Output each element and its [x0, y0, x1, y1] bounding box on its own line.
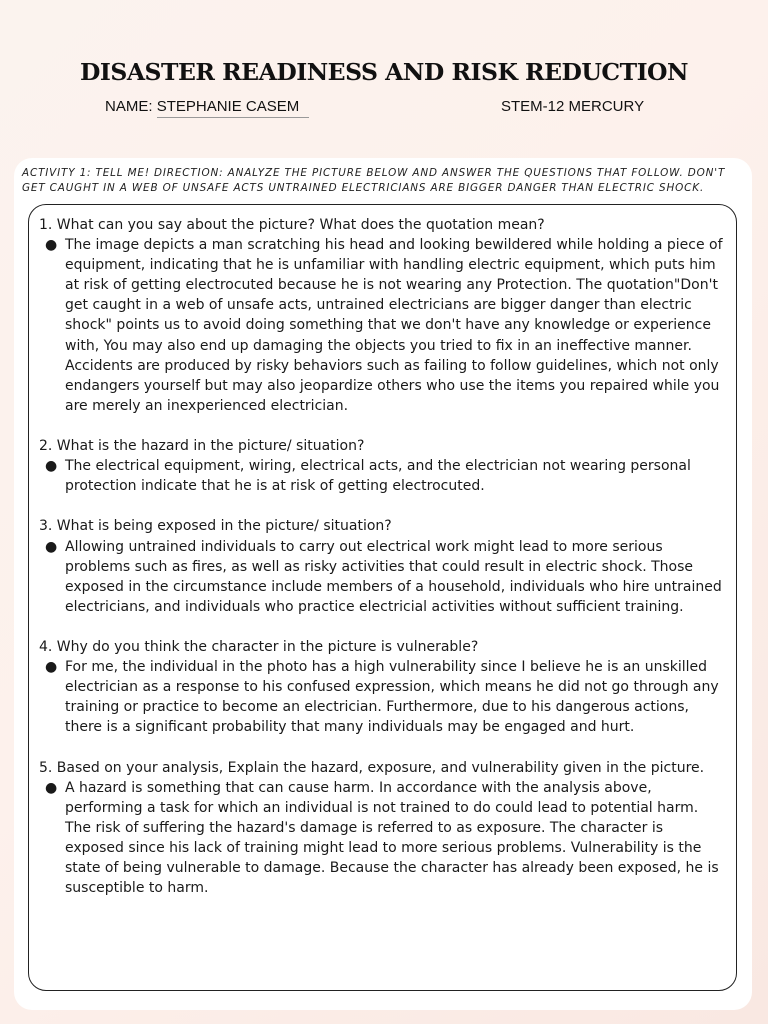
answer-text-2: The electrical equipment, wiring, electrical acts, and the electrician not wearing personal protection indicate that he is at risk of getting electrocuted.: [65, 458, 691, 495]
question-2: 2. What is the hazard in the picture/ situation?: [39, 438, 365, 455]
question-3: 3. What is being exposed in the picture/ situation?: [39, 518, 392, 535]
document-title: DISASTER READINESS AND RISK REDUCTION: [79, 58, 689, 86]
answer-1: [45, 235, 726, 416]
questions-box: [28, 204, 737, 991]
bullet-icon: ●: [45, 659, 58, 676]
answer-text-5: A hazard is something that can cause harm. In accordance with the analysis above, performing a task for which an individual is not trained to do could lead to potential harm. The risk of suffering the hazard's damage is referred to as exposure. The character is exposed since his lack of training might lead to more serious problems. Vulnerability is the state of being vulnerable to damage. Because the character has already been exposed, he is susceptible to harm.: [65, 779, 719, 897]
bullet-icon: ●: [45, 458, 58, 475]
bullet-icon: ●: [45, 538, 58, 555]
answer-list-3: [39, 537, 726, 617]
answer-list-5: [39, 778, 726, 899]
activity-instructions: ACTIVITY 1: TELL ME! DIRECTION: ANALYZE THE PICTURE BELOW AND ANSWER THE QUESTIONS THAT FOLLOW. DON'T GET CAUGHT IN A WEB OF UNSAFE ACTS UNTRAINED ELECTRICIANS ARE BIGGER DANGER THAN ELECTRIC SHOCK.: [22, 167, 726, 194]
answer-text-4: For me, the individual in the photo has a high vulnerability since I believe he is an unskilled electrician as a response to his confused expression, which means he did not go through any training or practice to become an electrician. Furthermore, due to his dangerous actions, there is a significant probability that many individuals may be engaged and hurt.: [65, 659, 719, 736]
qa-item-2: [39, 436, 726, 496]
name-label: NAME:: [105, 98, 157, 115]
answer-text-1: The image depicts a man scratching his head and looking bewildered while holding a piece of equipment, indicating that he is unfamiliar with handling electric equipment, which puts him at risk of getting electrocuted because he is not wearing any Protection. The quotation"Don't get caught in a web of unsafe acts, untrained electricians are bigger danger than electric shock" points us to avoid doing something that we don't have any knowledge or experience with, You may also end up damaging the objects you tried to fix in an ineffective manner. Accidents are produced by risky behaviors such as failing to follow guidelines, which not only endangers yourself but may also jeopardize others who use the items you repaired while you are merely an inexperienced electrician.: [65, 237, 723, 414]
question-4: 4. Why do you think the character in the picture is vulnerable?: [39, 638, 479, 655]
answer-list-1: [39, 235, 726, 416]
class-section: STEM-12 MERCURY: [501, 98, 645, 115]
answer-text-3: Allowing untrained individuals to carry out electrical work might lead to more serious problems such as fires, as well as risky activities that could result in electric shock. Those exposed in the circumstance include members of a household, individuals who hire untrained electricians, and individuals who practice electricial activities without sufficient training.: [65, 538, 722, 615]
answer-3: [45, 537, 726, 617]
bullet-icon: ●: [45, 237, 58, 254]
answer-list-2: [39, 456, 726, 496]
answer-4: [45, 657, 726, 737]
student-name: STEPHANIE CASEM: [157, 98, 309, 118]
question-1: 1. What can you say about the picture? What does the quotation mean?: [39, 217, 545, 233]
qa-item-5: [39, 758, 726, 899]
answer-2: [45, 456, 726, 496]
qa-item-3: [39, 516, 726, 616]
bullet-icon: ●: [45, 779, 58, 796]
qa-item-1: [39, 215, 726, 416]
student-name-row: [105, 98, 309, 118]
answer-list-4: [39, 657, 726, 737]
answer-5: [45, 778, 726, 899]
qa-item-4: [39, 637, 726, 737]
question-5: 5. Based on your analysis, Explain the hazard, exposure, and vulnerability given in the picture.: [39, 759, 705, 776]
